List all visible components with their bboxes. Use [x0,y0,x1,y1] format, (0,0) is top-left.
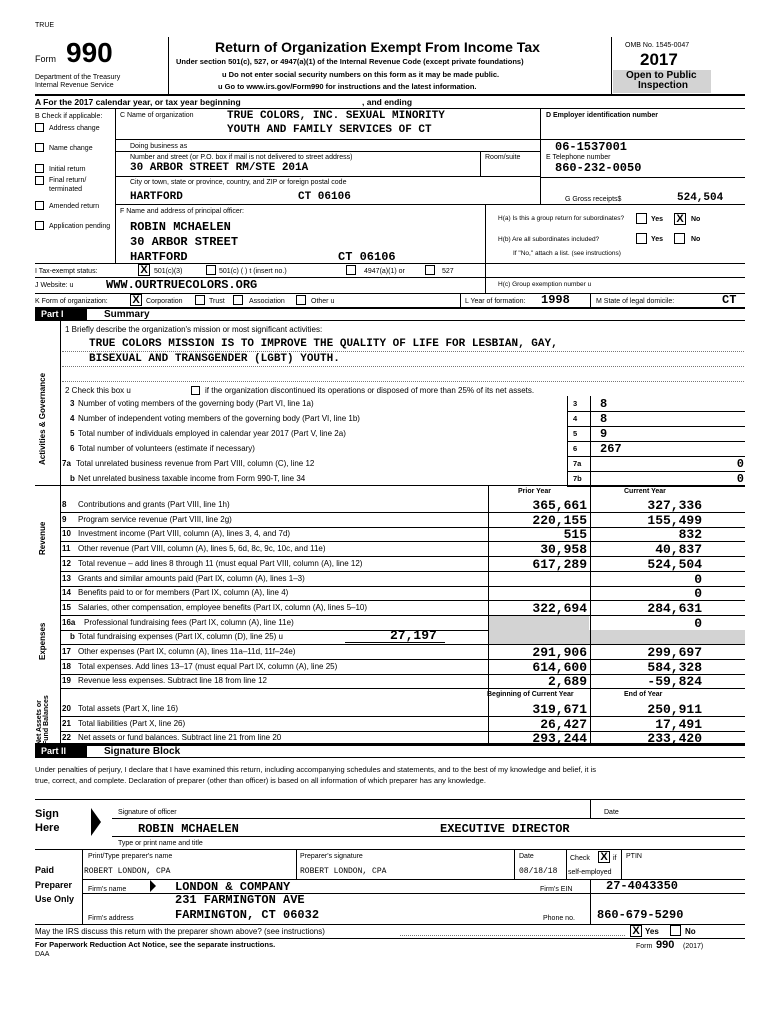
line-value: 8 [600,412,608,426]
if-label: if [613,855,617,862]
fin-line-number: 15 [62,602,71,612]
discuss-yes-checkbox[interactable]: X [630,925,642,937]
line-value: 0 [736,457,744,471]
501c3-checkbox[interactable]: X [138,264,150,276]
m-label: M State of legal domicile: [596,298,675,305]
fin-line-number: 14 [62,588,71,598]
current-year-value: 0 [694,615,702,631]
dept-line-2: Internal Revenue Service [35,82,114,89]
paid-label: Paid [35,865,55,875]
initial-return-checkbox[interactable] [35,164,44,173]
527-label: 527 [442,268,454,275]
l-label: L Year of formation: [465,298,526,305]
end-of-year-header: End of Year [624,691,663,698]
officer-city: HARTFORD [130,250,188,264]
ha-no-label: No [691,216,701,223]
line-description: Total unrelated business revenue from Part VIII, column (C), line 12 [76,459,315,468]
line-number: 4 [70,414,75,423]
e-label: E Telephone number [546,154,611,161]
ha-label: H(a) Is this a group return for subordinates? [498,215,625,222]
header-sub-2: u Do not enter social security numbers on this form as it may be made public. [222,70,500,79]
year-formed: 1998 [541,293,570,307]
preparer-label: Preparer [35,880,73,890]
b-title: B Check if applicable: [35,113,103,120]
city: HARTFORD [130,191,183,203]
part-2-title: Signature Block [104,746,181,757]
current-year-value: 327,336 [647,498,702,513]
i-label: I Tax-exempt status: [35,268,98,275]
form-footer-number: 990 [656,939,675,951]
line-box-number: 3 [573,399,578,408]
527-checkbox[interactable] [425,265,435,275]
fin-line-number: 10 [62,529,71,539]
name-change-checkbox[interactable] [35,143,44,152]
corporation-checkbox[interactable]: X [130,294,142,306]
form-title: Return of Organization Exempt From Income Tax [215,39,540,55]
inspection: Inspection [638,80,689,91]
preparer-name: ROBERT LONDON, CPA [84,867,171,876]
line-value: 9 [600,427,608,441]
firm-name-label: Firm's name [88,886,127,893]
fin-line-description: Professional fundraising fees (Part IX, column (A), line 11e) [84,617,294,627]
discuss-no-checkbox[interactable] [670,925,681,936]
prior-year-value: 365,661 [532,498,587,513]
org-name-1: TRUE COLORS, INC. SEXUAL MINORITY [227,110,445,122]
line-box-number: 7a [573,459,582,468]
part-2-tag: Part II [35,745,87,757]
header-sub-3: u Go to www.irs.gov/Form990 for instructions and the latest information. [218,82,477,91]
application-pending-label: Application pending [49,223,111,230]
current-year-value: 155,499 [647,512,702,528]
omb-number: OMB No. 1545-0047 [625,42,690,49]
line-value: 267 [600,442,622,456]
preparer-date-label: Date [519,853,534,860]
preparer-signature: ROBERT LONDON, CPA [300,867,387,876]
preparer-signature-label: Preparer's signature [300,853,363,860]
line-number: 6 [70,444,75,453]
fin-line-description: Benefits paid to or for members (Part IX, column (A), line 4) [78,588,289,598]
check-label: Check [570,855,590,862]
trust-checkbox[interactable] [195,295,205,305]
fin-line-description: Investment income (Part VIII, column (A), lines 3, 4, and 7d) [78,529,291,539]
f-label: F Name and address of principal officer: [120,208,244,215]
line-value: 0 [736,472,744,486]
line-2-text: if the organization discontinued its operations or disposed of more than 25% of its net assets. [205,386,535,395]
prior-year-value: 614,600 [532,659,587,675]
final-return-checkbox[interactable] [35,176,44,185]
ha-yes-checkbox[interactable] [636,213,647,224]
line-description: Total number of individuals employed in calendar year 2017 (Part V, line 2a) [78,429,346,438]
phone: 860-232-0050 [555,161,642,175]
type-name-label: Type or print name and title [118,840,203,847]
part-1-tag: Part I [35,308,87,320]
other-checkbox[interactable] [296,295,306,305]
line-number: 7a [62,459,71,468]
initial-return-label: Initial return [49,166,86,173]
dept-line-1: Department of the Treasury [35,74,121,81]
fin-line-description: Total liabilities (Part X, line 26) [78,718,186,728]
501c-label: 501(c) ( ) t (insert no.) [219,268,287,275]
firm-ein: 27-4043350 [606,879,679,893]
self-employed-label: self-employed [568,869,612,876]
line-box-number: 5 [573,429,578,438]
street-label: Number and street (or P.O. box if mail is not delivered to street address) [130,154,353,161]
firm-ein-label: Firm's EIN [540,886,573,893]
prior-year-value: 291,906 [532,645,587,660]
prior-year-value: 220,155 [532,512,587,528]
c-label: C Name of organization [120,112,194,119]
prior-year-value: 319,671 [532,702,587,717]
line-description: Total number of volunteers (estimate if necessary) [78,444,255,453]
line-1-label: 1 Briefly describe the organization's mission or most significant activities: [65,325,323,334]
discuss-question: May the IRS discuss this return with the preparer shown above? (see instructions) [35,927,325,936]
fin-line-description: Contributions and grants (Part VIII, line 1h) [78,500,230,509]
fin-line-number: 13 [62,573,71,583]
4947-checkbox[interactable] [346,265,356,275]
fin-line-number: b [70,632,75,642]
sign-label: Sign [35,808,59,820]
fin-line-number: 19 [62,676,71,686]
officer-name: ROBIN MCHAELEN [130,220,231,234]
paperwork-notice: For Paperwork Reduction Act Notice, see the separate instructions. [35,940,276,949]
fin-line-number: 9 [62,514,67,524]
firm-name: LONDON & COMPANY [175,880,291,894]
fundraising-expenses-value: 27,197 [390,628,437,644]
firm-arrow-icon [150,880,156,892]
here-label: Here [35,822,60,834]
address-change-checkbox[interactable] [35,123,44,132]
fin-line-description: Total fundraising expenses (Part IX, column (D), line 25) u [78,632,283,642]
part-1-title: Summary [104,309,150,320]
fin-line-number: 8 [62,500,67,509]
fin-line-number: 21 [62,718,71,728]
city-label: City or town, state or province, country, and ZIP or foreign postal code [130,179,347,186]
final-return-label: Final return/ terminated [49,177,87,193]
prior-year-value: 2,689 [547,674,587,690]
association-label: Association [249,298,285,305]
line-box-number: 6 [573,444,578,453]
fin-line-description: Salaries, other compensation, employee benefits (Part IX, column (A), lines 5–10) [78,602,368,612]
side-label-activities: Activities & Governance [38,372,47,465]
g-label: G Gross receipts$ [565,196,622,203]
current-year-value: -59,824 [647,674,702,690]
sign-date-label: Date [604,809,619,816]
firm-address-2: FARMINGTON, CT 06032 [175,908,320,922]
firm-phone: 860-679-5290 [597,908,684,922]
side-label-net-assets: Net Assets or Fund Balances [36,695,50,745]
room-label: Room/suite [485,154,521,161]
prior-year-header: Prior Year [518,488,551,495]
line-description: Number of independent voting members of the governing body (Part VI, line 1b) [78,414,360,423]
officer-signature-name: ROBIN MCHAELEN [138,822,239,836]
current-year-value: 233,420 [647,731,702,747]
firm-address-label: Firm's address [88,915,134,922]
fin-line-number: 17 [62,647,71,656]
amended-return-checkbox[interactable] [35,201,44,210]
fin-line-number: 11 [62,544,71,554]
prior-year-value: 322,694 [532,600,587,616]
hb-yes-label: Yes [651,236,664,243]
fin-line-description: Grants and similar amounts paid (Part IX, column (A), lines 1–3) [78,573,305,583]
current-year-value: 524,504 [647,556,702,572]
hc-label: H(c) Group exemption number u [498,281,592,288]
state-zip: CT 06106 [298,191,351,203]
org-name-2: YOUTH AND FAMILY SERVICES OF CT [227,124,432,136]
current-year-header: Current Year [624,488,666,495]
current-year-value: 299,697 [647,645,702,660]
prior-year-value: 617,289 [532,556,587,572]
open-to-public: Open to Public [626,70,697,81]
name-change-label: Name change [49,145,93,152]
application-pending-checkbox[interactable] [35,221,44,230]
gross-receipts: 524,504 [677,192,724,204]
discontinued-checkbox[interactable] [191,386,200,395]
website[interactable]: WWW.OURTRUECOLORS.ORG [106,278,258,292]
ha-yes-label: Yes [651,216,664,223]
fin-line-description: Other expenses (Part IX, column (A), lines 11a–11d, 11f–24e) [78,647,296,656]
discuss-no-label: No [685,927,696,936]
mission-line-1: TRUE COLORS MISSION IS TO IMPROVE THE QUALITY OF LIFE FOR LESBIAN, GAY, [89,338,558,350]
current-year-value: 284,631 [647,600,702,616]
fin-line-number: 22 [62,733,71,743]
line-number: 3 [70,399,75,408]
amended-return-label: Amended return [49,203,100,210]
beginning-year-header: Beginning of Current Year [487,691,574,698]
perjury-line-1: Under penalties of perjury, I declare that I have examined this return, including accompanying schedules and statements, and to the best of my knowledge and belief, it is [35,765,597,774]
hb-no-label: No [691,236,701,243]
d-label: D Employer identification number [546,112,659,119]
fin-line-description: Net assets or fund balances. Subtract line 21 from line 20 [78,733,282,743]
fin-line-description: Program service revenue (Part VIII, line 2g) [78,514,232,524]
side-label-revenue: Revenue [38,521,47,555]
preparer-date: 08/18/18 [519,867,558,876]
use-only-label: Use Only [35,894,75,904]
current-year-value: 0 [694,586,702,602]
trust-label: Trust [209,298,225,305]
fin-line-number: 16a [62,617,76,627]
signature-officer-label: Signature of officer [118,809,177,816]
daa-label: DAA [35,951,50,958]
mission-line-2: BISEXUAL AND TRANSGENDER (LGBT) YOUTH. [89,353,340,365]
fin-line-description: Total revenue – add lines 8 through 11 (must equal Part VIII, column (A), line 12) [78,558,363,568]
line-a-ending: , and ending [362,97,413,107]
fin-line-description: Revenue less expenses. Subtract line 18 from line 12 [78,676,267,686]
line-a: A For the 2017 calendar year, or tax year beginning [35,97,241,107]
form-word: Form [35,54,56,64]
side-label-expenses: Expenses [38,622,47,660]
501c3-label: 501(c)(3) [154,268,183,275]
current-year-value: 832 [678,527,702,543]
line-number: 5 [70,429,75,438]
fin-line-number: 20 [62,704,71,713]
form-footer-year: (2017) [683,943,704,950]
ein: 06-1537001 [555,140,628,154]
501c-checkbox[interactable] [206,265,216,275]
header-sub-1: Under section 501(c), 527, or 4947(a)(1) of the Internal Revenue Code (except private foundations) [176,57,524,66]
hb-no-checkbox[interactable] [674,233,685,244]
current-year-value: 17,491 [655,716,702,732]
hb-note: If "No," attach a list. (see instructions) [513,250,621,257]
current-year-value: 584,328 [647,659,702,675]
prior-year-value: 30,958 [540,542,587,558]
street-address: 30 ARBOR STREET RM/STE 201A [130,162,309,174]
current-year-value: 250,911 [647,702,702,717]
fin-line-number: 12 [62,558,71,568]
current-year-value: 40,837 [655,542,702,558]
form-footer-word: Form [636,943,653,950]
fin-line-description: Total expenses. Add lines 13–17 (must equal Part IX, column (A), line 25) [78,661,338,671]
line-description: Net unrelated business taxable income from Form 990-T, line 34 [78,474,306,483]
address-change-label: Address change [49,125,100,132]
line-value: 8 [600,397,608,411]
line-description: Number of voting members of the governing body (Part VI, line 1a) [78,399,314,408]
tax-year: 2017 [640,50,678,69]
self-employed-checkbox[interactable]: X [598,851,610,863]
fin-line-description: Total assets (Part X, line 16) [78,704,179,713]
top-label: TRUE [35,22,55,29]
line-box-number: 4 [573,414,578,423]
other-label: Other u [311,298,335,305]
fin-line-number: 18 [62,661,71,671]
phone-label: Phone no. [543,915,575,922]
form-number: 990 [66,37,113,68]
4947-label: 4947(a)(1) or [364,268,405,275]
prior-year-value: 293,244 [532,731,587,747]
perjury-line-2: true, correct, and complete. Declaration of preparer (other than officer) is based on all information of which preparer has any knowledge. [35,776,486,785]
hb-yes-checkbox[interactable] [636,233,647,244]
prior-year-value: 26,427 [540,716,587,732]
officer-street: 30 ARBOR STREET [130,235,239,249]
corporation-label: Corporation [146,298,183,305]
firm-address-1: 231 FARMINGTON AVE [175,893,305,907]
officer-title: EXECUTIVE DIRECTOR [440,822,570,836]
j-label: J Website: u [35,282,74,289]
line-number: b [70,474,75,483]
hb-label: H(b) Are all subordinates included? [498,236,600,243]
preparer-name-label: Print/Type preparer's name [88,853,173,860]
fin-line-description: Other revenue (Part VIII, column (A), lines 5, 6d, 8c, 9c, 10c, and 11e) [78,544,326,554]
ha-no-checkbox[interactable]: X [674,213,686,225]
officer-zip: CT 06106 [338,250,396,264]
ptin-label: PTIN [626,853,642,860]
prior-year-value: 515 [563,527,587,543]
discuss-yes-label: Yes [645,927,659,936]
k-label: K Form of organization: [35,298,108,305]
sign-arrow-icon [91,808,101,836]
line-2-label: 2 Check this box u [65,386,131,395]
association-checkbox[interactable] [233,295,243,305]
domicile: CT [722,293,737,307]
current-year-value: 0 [694,571,702,587]
line-box-number: 7b [573,474,582,483]
dba-label: Doing business as [130,143,188,150]
